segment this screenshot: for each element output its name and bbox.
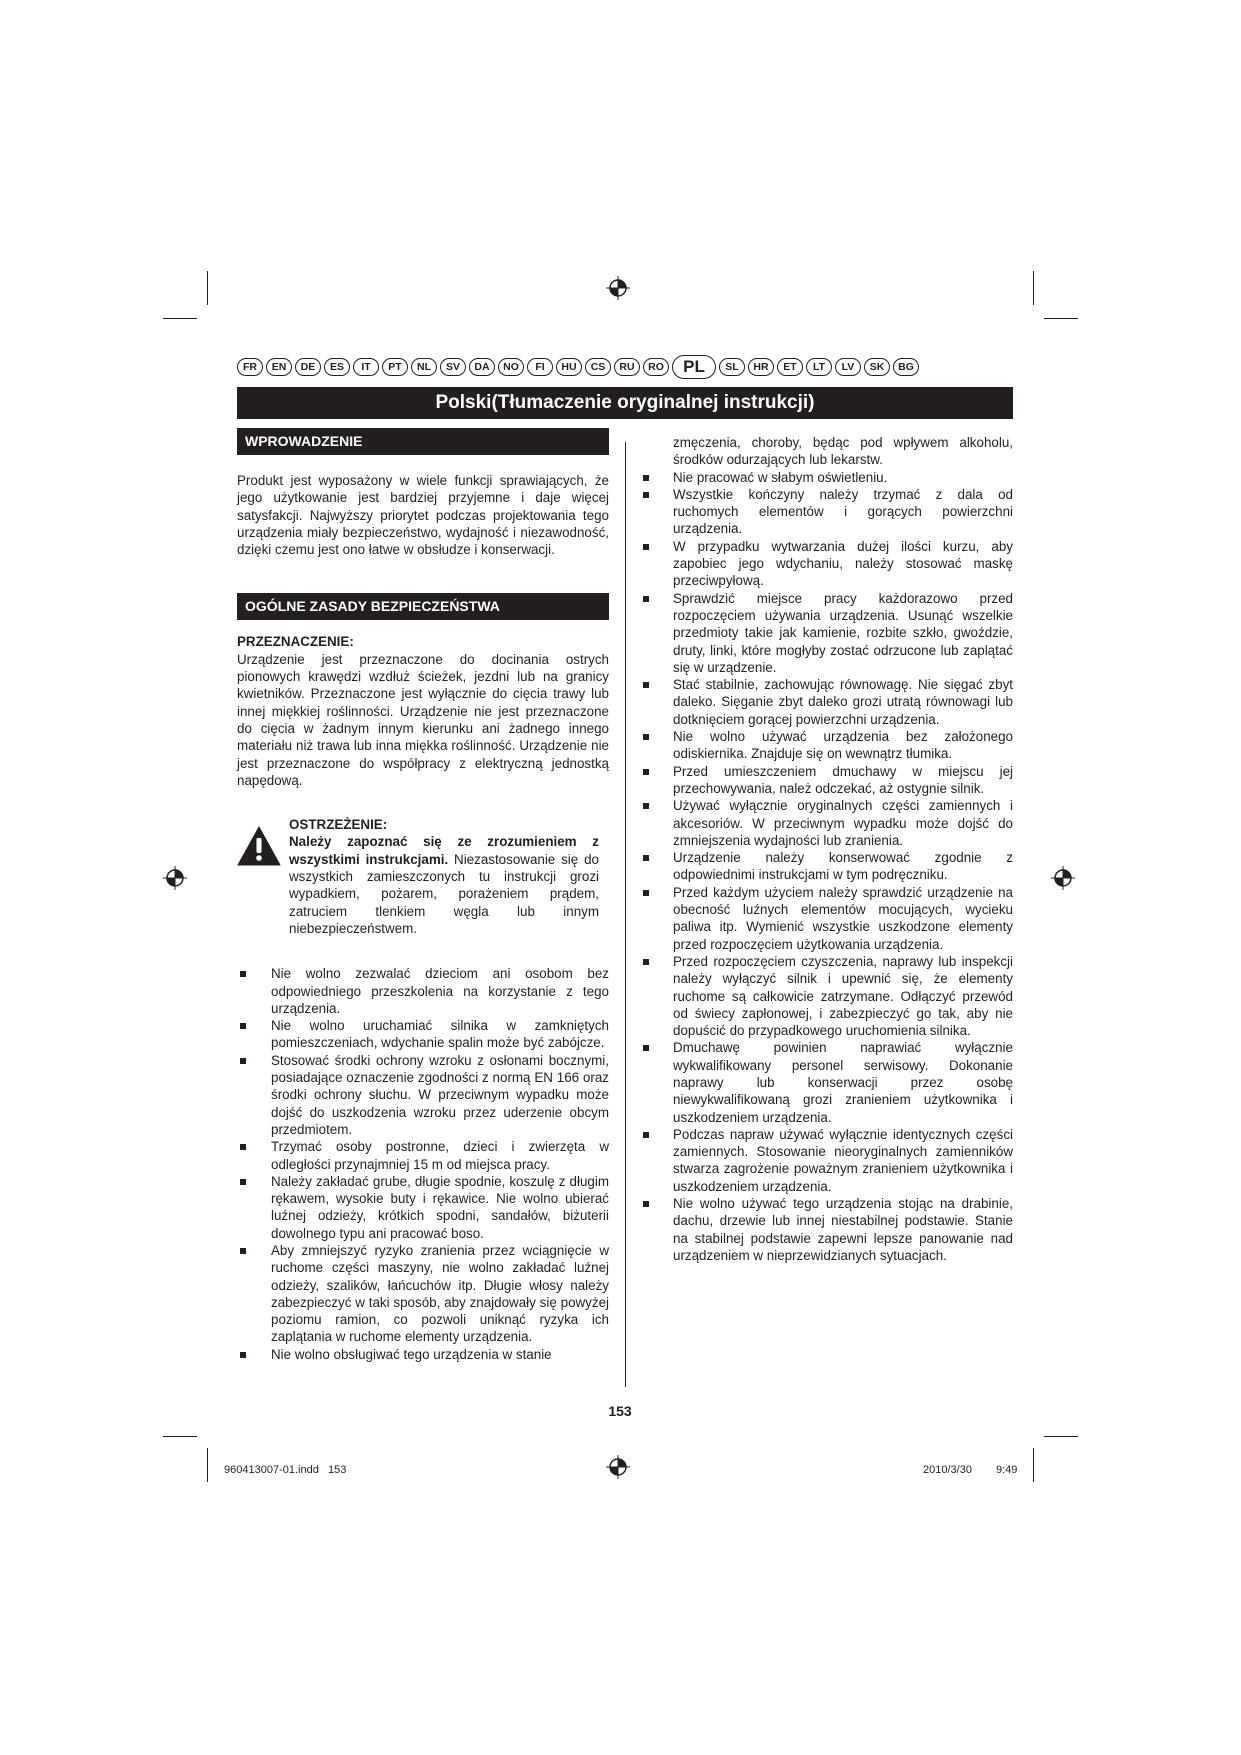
list-item: W przypadku wytwarzania dużej ilości kurzu, aby zapobiec jego wdychaniu, należy stosować maskę przeciwpyłową.	[641, 538, 1013, 590]
page-number: 153	[608, 1403, 632, 1419]
crop-mark	[163, 318, 197, 319]
language-tab-fr[interactable]: FR	[237, 358, 263, 376]
warning-icon	[237, 826, 281, 866]
language-tab-da[interactable]: DA	[469, 358, 495, 376]
purpose-text: Urządzenie jest przeznaczone do docinania ostrych pionowych krawędzi wzdłuż ścieżek, jezdni lub na granicy kwietników. Przeznaczone jest wyłącznie do cięcia trawy lub innej miękkiej roślinności. Urządzenie nie jest przeznaczone do cięcia w żadnym innym kierunku ani żadnego innego materiału niż trawa lub inna miękka roślinność. Urządzenie nie jest przeznaczone do współpracy z elektryczną jednostką napędową.	[237, 651, 609, 788]
list-item: Urządzenie należy konserwować zgodnie z odpowiednimi instrukcjami w tym podręczniku.	[641, 849, 1013, 884]
crop-mark	[207, 1448, 208, 1482]
warning-text	[289, 833, 599, 937]
language-tab-es[interactable]: ES	[324, 358, 350, 376]
list-item: Nie pracować w słabym oświetleniu.	[641, 469, 1013, 486]
list-item: Stosować środki ochrony wzroku z osłonami bocznymi, posiadające oznaczenie zgodności z normą EN 166 oraz środki ochrony słuchu. W przeciwnym wypadku może dojść do uszkodzenia wzroku przez uderzenie obcym przedmiotem.	[237, 1052, 609, 1138]
language-tab-ru[interactable]: RU	[614, 358, 640, 376]
language-tab-it[interactable]: IT	[353, 358, 379, 376]
continued-text: zmęczenia, choroby, będąc pod wpływem alkoholu, środków odurzających lub lekarstw.	[673, 435, 1013, 468]
list-item: Podczas napraw używać wyłącznie identycznych części zamiennych. Stosowanie nieoryginalnych zamienników stwarza zagrożenie poważnym zranieniem użytkownika i uszkodzeniem urządzenia.	[641, 1126, 1013, 1195]
language-tab-sk[interactable]: SK	[864, 358, 890, 376]
crop-mark	[1033, 271, 1034, 305]
right-column	[641, 434, 1013, 1264]
list-item: Nie wolno uruchamiać silnika w zamkniętych pomieszczeniach, wdychanie spalin może być zabójcze.	[237, 1017, 609, 1052]
footer-date: 2010/3/30	[923, 1464, 972, 1476]
language-tab-lv[interactable]: LV	[835, 358, 861, 376]
footer-file: 960413007-01.indd 153	[224, 1464, 347, 1476]
list-item: Aby zmniejszyć ryzyko zranienia przez wciągnięcie w ruchome części maszyny, nie wolno zakładać luźnej odzieży, szalików, łańcuchów itp. Długie włosy należy zabezpieczyć w taki sposób, aby znajdowały się powyżej poziomu ramion, co pozwoli uniknąć ryzyka ich zaplątania w ruchome elementy urządzenia.	[237, 1242, 609, 1346]
list-item: Nie wolno używać urządzenia bez założonego odiskiernika. Znajduje się on wewnątrz tłumika.	[641, 728, 1013, 763]
language-tab-cs[interactable]: CS	[585, 358, 611, 376]
language-tab-pl[interactable]: PL	[672, 355, 716, 379]
language-tab-hr[interactable]: HR	[748, 358, 774, 376]
language-tab-lt[interactable]: LT	[806, 358, 832, 376]
right-bullet-list	[641, 469, 1013, 1265]
list-item: Nie wolno używać tego urządzenia stojąc na drabinie, dachu, drzewie lub innej niestabilnej podstawie. Stanie na stabilnej podstawie zapewni lepsze panowanie nad urządzeniem w nieprzewidzianych sytuacjach.	[641, 1195, 1013, 1264]
language-tab-sl[interactable]: SL	[719, 358, 745, 376]
list-item: Przed rozpoczęciem czyszczenia, naprawy lub inspekcji należy wyłączyć silnik i upewnić się, że elementy ruchome są całkowicie zatrzymane. Odłączyć przewód od świecy zapłonowej, i zabezpieczyć go tak, aby nie dopuścić do przypadkowego uruchomienia silnika.	[641, 953, 1013, 1039]
page-title: Polski(Tłumaczenie oryginalnej instrukcji)	[237, 387, 1013, 419]
language-tab-fi[interactable]: FI	[527, 358, 553, 376]
list-item: Nie wolno obsługiwać tego urządzenia w stanie	[237, 1346, 609, 1363]
list-item: Sprawdzić miejsce pracy każdorazowo przed rozpoczęciem używania urządzenia. Usunąć wszelkie przedmioty takie jak kamienie, rozbite szkło, gwoździe, druty, linki, które mogłyby zostać odrzucone lub zaplątać się w urządzenie.	[641, 590, 1013, 676]
list-item: Należy zakładać grube, długie spodnie, koszulę z długim rękawem, wysokie buty i rękawice. Nie wolno ubierać luźnej odzieży, krótkich spodni, sandałów, biżuterii dowolnego typu ani pracować boso.	[237, 1173, 609, 1242]
intro-heading: WPROWADZENIE	[237, 428, 609, 455]
list-item: Wszystkie kończyny należy trzymać z dala od ruchomych elementów i gorących powierzchni urządzenia.	[641, 486, 1013, 538]
language-tab-ro[interactable]: RO	[643, 358, 669, 376]
warning-body: Niezastosowanie się do wszystkich zamieszczonych tu instrukcji grozi wypadkiem, pożarem, porażeniem prądem, zatruciem tlenkiem węgla lub innym niebezpieczeństwem.	[289, 851, 599, 936]
language-tab-pt[interactable]: PT	[382, 358, 408, 376]
list-item: Dmuchawę powinien naprawiać wyłącznie wykwalifikowany personel serwisowy. Dokonanie naprawy lub konserwacji przez osobę niewykwalifikowaną grozi zranieniem użytkownika i uszkodzeniem urządzenia.	[641, 1039, 1013, 1125]
list-item: Stać stabilnie, zachowując równowagę. Nie sięgać zbyt daleko. Sięganie zbyt daleko grozi utratą równowagi lub dotknięciem gorącej powierzchni urządzenia.	[641, 676, 1013, 728]
crop-mark	[207, 271, 208, 305]
left-column	[237, 428, 609, 1363]
column-divider	[625, 442, 626, 1387]
list-item: Używać wyłącznie oryginalnych części zamiennych i akcesoriów. W przeciwnym wypadku może dojść do zmniejszenia wydajności lub zranienia.	[641, 797, 1013, 849]
warning-label: OSTRZEŻENIE:	[289, 817, 388, 833]
language-tab-sv[interactable]: SV	[440, 358, 466, 376]
list-item: Przed umieszczeniem dmuchawy w miejscu jej przechowywania, należ odczekać, aż ostygnie silnik.	[641, 763, 1013, 798]
registration-mark-icon	[606, 276, 630, 300]
warning-block	[237, 816, 609, 937]
language-tab-no[interactable]: NO	[498, 358, 524, 376]
crop-mark	[1044, 1436, 1078, 1437]
intro-text: Produkt jest wyposażony w wiele funkcji sprawiających, że jego użytkowanie jest bardziej przyjemne i daje więcej satysfakcji. Najwyższy priorytet podczas projektowania tego urządzenia miały bezpieczeństwo, wydajność i niezawodność, dzięki czemu jest ono łatwe w obsłudze i konserwacji.	[237, 473, 609, 558]
crop-mark	[1044, 318, 1078, 319]
list-item: Trzymać osoby postronne, dzieci i zwierzęta w odległości przynajmniej 15 m od miejsca pracy.	[237, 1138, 609, 1173]
registration-mark-icon	[1051, 866, 1075, 890]
registration-mark-icon	[163, 866, 187, 890]
left-bullet-list	[237, 965, 609, 1363]
language-tab-nl[interactable]: NL	[411, 358, 437, 376]
footer-time: 9:49	[996, 1464, 1018, 1476]
language-tabs	[237, 354, 1013, 380]
language-tab-de[interactable]: DE	[295, 358, 321, 376]
crop-mark	[163, 1436, 197, 1437]
language-tab-bg[interactable]: BG	[893, 358, 919, 376]
list-item: Przed każdym użyciem należy sprawdzić urządzenie na obecność luźnych elementów mocujących, wycieku paliwa itp. Wymienić wszystkie uszkodzone elementy przed rozpoczęciem użytkowania urządzenia.	[641, 884, 1013, 953]
safety-heading: OGÓLNE ZASADY BEZPIECZEŃSTWA	[237, 593, 609, 620]
purpose-label: PRZEZNACZENIE:	[237, 634, 354, 650]
language-tab-hu[interactable]: HU	[556, 358, 582, 376]
registration-mark-icon	[606, 1455, 630, 1479]
language-tab-en[interactable]: EN	[266, 358, 292, 376]
warning-bold: Należy zapoznać się ze zrozumieniem z wszystkimi instrukcjami.	[289, 834, 599, 867]
language-tab-et[interactable]: ET	[777, 358, 803, 376]
list-item: Nie wolno zezwalać dzieciom ani osobom bez odpowiedniego przeszkolenia na korzystanie z tego urządzenia.	[237, 965, 609, 1017]
crop-mark	[1033, 1448, 1034, 1482]
